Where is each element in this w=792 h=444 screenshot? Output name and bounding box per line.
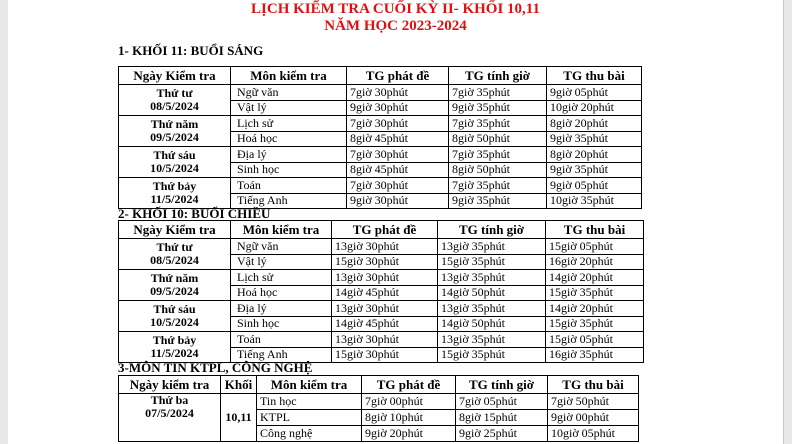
exam-day-cell — [119, 270, 231, 301]
start-time-cell: 15giờ 35phút — [438, 254, 546, 270]
start-time-cell: 8giờ 15phút — [456, 410, 548, 426]
exam-weekday: Thứ ba — [150, 393, 189, 407]
exam-day-cell — [119, 394, 221, 442]
start-time-cell: 7giờ 05phút — [456, 394, 548, 410]
title-line-1: LỊCH KIỂM TRA CUỐI KỲ II- KHỐI 10,11 — [251, 1, 540, 17]
table-row — [119, 270, 644, 286]
exam-date: 10/5/2024 — [150, 161, 199, 175]
exam-date: 07/5/2024 — [145, 406, 194, 420]
collect-time-cell: 16giờ 20phút — [546, 254, 644, 270]
collect-time-cell: 10giờ 20phút — [547, 100, 642, 116]
start-time-cell: 9giờ 35phút — [449, 193, 547, 209]
distribute-time-cell: 7giờ 30phút — [347, 116, 449, 132]
collect-time-cell: 15giờ 05phút — [546, 332, 644, 348]
column-header: TG tính giờ — [456, 376, 548, 394]
column-header: TG phát đề — [362, 376, 456, 394]
start-time-cell: 13giờ 35phút — [438, 239, 546, 255]
table-row — [119, 116, 642, 132]
start-time-cell: 8giờ 50phút — [449, 131, 547, 147]
exam-weekday: Thứ tư — [156, 86, 193, 100]
subject-cell: Sinh học — [231, 316, 332, 332]
table-row — [119, 85, 642, 101]
page-edge — [783, 0, 784, 444]
exam-weekday: Thứ bảy — [152, 179, 197, 193]
subject-cell: Tiếng Anh — [231, 193, 347, 209]
subject-cell: Lịch sử — [231, 116, 347, 132]
schedule-table-khoi-11 — [118, 66, 642, 209]
start-time-cell: 7giờ 35phút — [449, 116, 547, 132]
distribute-time-cell: 14giờ 45phút — [332, 316, 438, 332]
subject-cell: Sinh học — [231, 162, 347, 178]
column-header: Ngày kiểm tra — [119, 376, 221, 394]
table-row — [119, 178, 642, 194]
exam-date: 08/5/2024 — [150, 99, 199, 113]
collect-time-cell: 16giờ 35phút — [546, 347, 644, 363]
distribute-time-cell: 7giờ 00phút — [362, 394, 456, 410]
distribute-time-cell: 9giờ 20phút — [362, 426, 456, 442]
column-header: TG tính giờ — [438, 221, 546, 239]
column-header: TG thu bài — [547, 67, 642, 85]
collect-time-cell: 7giờ 50phút — [548, 394, 639, 410]
collect-time-cell: 10giờ 05phút — [548, 426, 639, 442]
collect-time-cell: 14giờ 20phút — [546, 301, 644, 317]
collect-time-cell: 10giờ 35phút — [547, 193, 642, 209]
exam-weekday: Thứ tư — [156, 240, 193, 254]
exam-day-cell — [119, 147, 231, 178]
exam-date: 08/5/2024 — [150, 253, 199, 267]
subject-cell: Vật lý — [231, 254, 332, 270]
exam-day-cell — [119, 301, 231, 332]
schedule-table-khoi-10 — [118, 220, 644, 363]
collect-time-cell: 9giờ 00phút — [548, 410, 639, 426]
collect-time-cell: 9giờ 05phút — [547, 85, 642, 101]
column-header: TG phát đề — [332, 221, 438, 239]
exam-date: 11/5/2024 — [150, 192, 199, 206]
table-row — [119, 332, 644, 348]
subject-cell: Địa lý — [231, 147, 347, 163]
start-time-cell: 15giờ 35phút — [438, 347, 546, 363]
distribute-time-cell: 13giờ 30phút — [332, 239, 438, 255]
table-row — [119, 394, 639, 410]
distribute-time-cell: 13giờ 30phút — [332, 270, 438, 286]
start-time-cell: 7giờ 35phút — [449, 147, 547, 163]
column-header: Khối — [221, 376, 257, 394]
start-time-cell: 14giờ 50phút — [438, 316, 546, 332]
collect-time-cell: 9giờ 35phút — [547, 162, 642, 178]
table-row — [119, 147, 642, 163]
section-2-heading: 2- KHỐI 10: BUỔI CHIỀU — [118, 206, 271, 221]
exam-day-cell — [119, 116, 231, 147]
subject-cell: Toán — [231, 332, 332, 348]
distribute-time-cell: 7giờ 30phút — [347, 85, 449, 101]
start-time-cell: 7giờ 35phút — [449, 85, 547, 101]
header-row — [119, 67, 642, 85]
subject-cell: KTPL — [257, 410, 362, 426]
column-header: TG phát đề — [347, 67, 449, 85]
distribute-time-cell: 7giờ 30phút — [347, 178, 449, 194]
subject-cell: Tiếng Anh — [231, 347, 332, 363]
subject-cell: Tin học — [257, 394, 362, 410]
title-line-2: NĂM HỌC 2023-2024 — [324, 18, 467, 34]
distribute-time-cell: 13giờ 30phút — [332, 332, 438, 348]
start-time-cell: 9giờ 35phút — [449, 100, 547, 116]
header-row — [119, 376, 639, 394]
subject-cell: Hoá học — [231, 285, 332, 301]
distribute-time-cell: 9giờ 30phút — [347, 193, 449, 209]
exam-weekday: Thứ bảy — [152, 333, 197, 347]
exam-date: 09/5/2024 — [150, 130, 199, 144]
exam-day-cell — [119, 178, 231, 209]
start-time-cell: 13giờ 35phút — [438, 270, 546, 286]
table-row — [119, 239, 644, 255]
schedule-table-tin-ktpl — [118, 375, 639, 442]
subject-cell: Ngữ văn — [231, 239, 332, 255]
distribute-time-cell: 8giờ 10phút — [362, 410, 456, 426]
distribute-time-cell: 8giờ 45phút — [347, 131, 449, 147]
collect-time-cell: 15giờ 35phút — [546, 285, 644, 301]
start-time-cell: 14giờ 50phút — [438, 285, 546, 301]
exam-day-cell — [119, 85, 231, 116]
collect-time-cell: 15giờ 05phút — [546, 239, 644, 255]
column-header: Môn kiểm tra — [231, 221, 332, 239]
column-header: Môn kiểm tra — [231, 67, 347, 85]
collect-time-cell: 9giờ 05phút — [547, 178, 642, 194]
header-row — [119, 221, 644, 239]
exam-day-cell — [119, 332, 231, 363]
collect-time-cell: 9giờ 35phút — [547, 131, 642, 147]
start-time-cell: 13giờ 35phút — [438, 301, 546, 317]
column-header: TG thu bài — [546, 221, 644, 239]
start-time-cell: 7giờ 35phút — [449, 178, 547, 194]
table-row — [119, 301, 644, 317]
collect-time-cell: 14giờ 20phút — [546, 270, 644, 286]
distribute-time-cell: 7giờ 30phút — [347, 147, 449, 163]
distribute-time-cell: 14giờ 45phút — [332, 285, 438, 301]
section-1-heading: 1- KHỐI 11: BUỔI SÁNG — [118, 43, 264, 58]
section-3-heading: 3-MÔN TIN KTPL, CÔNG NGHỆ — [118, 360, 313, 375]
collect-time-cell: 8giờ 20phút — [547, 147, 642, 163]
subject-cell: Ngữ văn — [231, 85, 347, 101]
exam-day-cell — [119, 239, 231, 270]
distribute-time-cell: 9giờ 30phút — [347, 100, 449, 116]
collect-time-cell: 8giờ 20phút — [547, 116, 642, 132]
subject-cell: Công nghệ — [257, 426, 362, 442]
start-time-cell: 13giờ 35phút — [438, 332, 546, 348]
distribute-time-cell: 15giờ 30phút — [332, 347, 438, 363]
exam-date: 10/5/2024 — [150, 315, 199, 329]
distribute-time-cell: 15giờ 30phút — [332, 254, 438, 270]
exam-weekday: Thứ năm — [150, 117, 199, 131]
subject-cell: Vật lý — [231, 100, 347, 116]
distribute-time-cell: 8giờ 45phút — [347, 162, 449, 178]
column-header: Ngày Kiểm tra — [119, 221, 231, 239]
exam-date: 09/5/2024 — [150, 284, 199, 298]
column-header: Môn kiểm tra — [257, 376, 362, 394]
column-header: TG thu bài — [548, 376, 639, 394]
subject-cell: Lịch sử — [231, 270, 332, 286]
column-header: Ngày Kiểm tra — [119, 67, 231, 85]
exam-weekday: Thứ sáu — [153, 302, 196, 316]
start-time-cell: 9giờ 25phút — [456, 426, 548, 442]
document-page — [8, 0, 783, 444]
exam-weekday: Thứ sáu — [153, 148, 196, 162]
exam-date: 11/5/2024 — [150, 346, 199, 360]
collect-time-cell: 15giờ 35phút — [546, 316, 644, 332]
exam-weekday: Thứ năm — [150, 271, 199, 285]
start-time-cell: 8giờ 50phút — [449, 162, 547, 178]
subject-cell: Địa lý — [231, 301, 332, 317]
grade-cell: 10,11 — [221, 394, 257, 442]
subject-cell: Toán — [231, 178, 347, 194]
column-header: TG tính giờ — [449, 67, 547, 85]
subject-cell: Hoá học — [231, 131, 347, 147]
distribute-time-cell: 13giờ 30phút — [332, 301, 438, 317]
